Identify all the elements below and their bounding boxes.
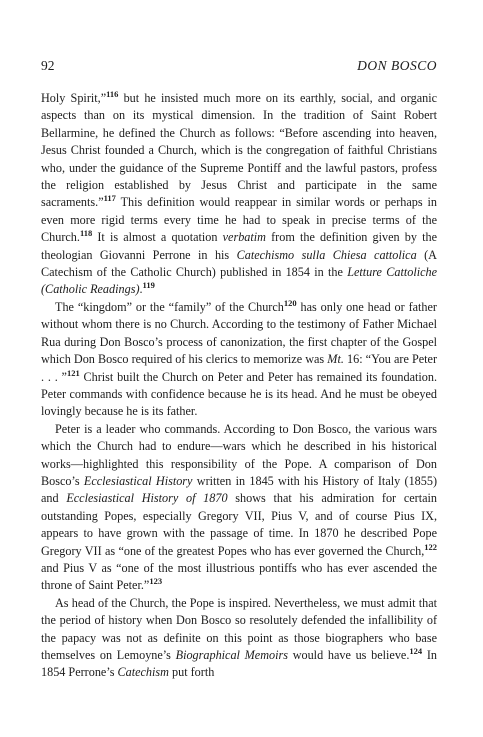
- text-run: 16: “You are Peter . . . ”: [41, 352, 438, 384]
- paragraph: [41, 595, 437, 682]
- italic-text: Ecclesiastical History: [83, 473, 193, 488]
- text-run: In 1854 Perrone’s: [41, 648, 437, 680]
- footnote-ref: 119: [142, 280, 155, 291]
- text-run: Peter is a leader who commands. According to Don Bosco, the various wars which the Church had to endure—wars which he described in his historical works—highlighted this responsibility of the Pope. A comparison of Don Bosco’s: [41, 421, 437, 488]
- footnote-ref: 124: [409, 645, 423, 656]
- italic-text: verbatim: [222, 230, 266, 245]
- footnote-ref: 116: [106, 88, 119, 99]
- footnote-ref: 121: [66, 367, 80, 378]
- text-run: It is almost a quotation: [92, 230, 223, 245]
- running-head: [41, 58, 437, 74]
- italic-text: Ecclesiastical History of 1870: [66, 491, 228, 506]
- text-run: put forth: [168, 665, 215, 680]
- text-run: This definition would reappear in similar words or perhaps in even more rigid terms every time he had to speak in precise terms of the Church.: [41, 195, 437, 245]
- text-run: shows that his admiration for certain outstanding Popes, especially Gregory VII, Pius V, and of course Pius IX, appears to have grown with the passage of time. In 1870 he described Pope Gregory VII as “one of the greatest Popes who has ever governed the Church,: [41, 491, 437, 558]
- text-run: .: [139, 282, 143, 297]
- italic-text: Biographical Memoirs: [175, 648, 288, 662]
- text-run: Christ built the Church on Peter and Peter has remained its foundation. Peter commands with confidence because he is its head. And he must be obeyed lovingly because he is its father.: [41, 369, 437, 419]
- paragraph: [41, 421, 437, 595]
- text-run: but he insisted much more on its earthly, social, and organic aspects than on its mystical dimension. In the tradition of Saint Robert Bellarmine, he defined the Church as follows: “Before ascending into heaven, Jesus Christ founded a Church, which is the congregation of faithful Christians who, under the guidance of the Supreme Pontiff and the lawful pastors, profess the religion established by Jesus Christ and participate in the same sacraments.”: [41, 91, 437, 210]
- paragraph: [41, 299, 437, 421]
- italic-text: Mt.: [327, 352, 344, 367]
- text-run: As head of the Church, the Pope is inspired. Nevertheless, we must admit that the period of history when Don Bosco so resolutely defended the infallibility of the papacy was not as definite on this point as those biographers who base themselves on Lemoyne’s: [41, 595, 437, 662]
- running-title: DON BOSCO: [357, 58, 437, 73]
- text-run: (A Catechism of the Catholic Church) published in 1854 in the: [41, 247, 437, 280]
- footnote-ref: 118: [79, 228, 93, 239]
- body-text: [41, 90, 437, 682]
- text-run: has only one head or father without whom there is no Church. According to the testimony of Father Michael Rua during Don Bosco’s process of canonization, the first chapter of the Gospel which Don Bosco required of his clerics to memorize was: [41, 299, 437, 367]
- text-run: from the definition given by the theologian Giovanni Perrone in his: [41, 230, 437, 262]
- paragraph: [41, 90, 437, 299]
- footnote-ref: 122: [424, 541, 437, 552]
- footnote-ref: 117: [103, 193, 116, 204]
- italic-text: Letture Cattoliche (Catholic Readings): [41, 265, 437, 297]
- footnote-ref: 120: [283, 297, 297, 308]
- text-run: The “kingdom” or the “family” of the Church: [55, 299, 284, 314]
- italic-text: Catechismo sulla Chiesa cattolica: [236, 247, 417, 262]
- text-run: and Pius V as “one of the most illustrious pontiffs who has ever ascended the throne of Saint Peter.”: [41, 560, 437, 593]
- footnote-ref: 123: [149, 576, 163, 587]
- text-run: written in 1845 with his History of Italy (1855) and: [41, 473, 437, 506]
- page-number: 92: [41, 58, 55, 73]
- text-run: would have us believe.: [287, 648, 410, 662]
- text-run: Holy Spirit,”: [41, 91, 107, 105]
- italic-text: Catechism: [117, 665, 169, 680]
